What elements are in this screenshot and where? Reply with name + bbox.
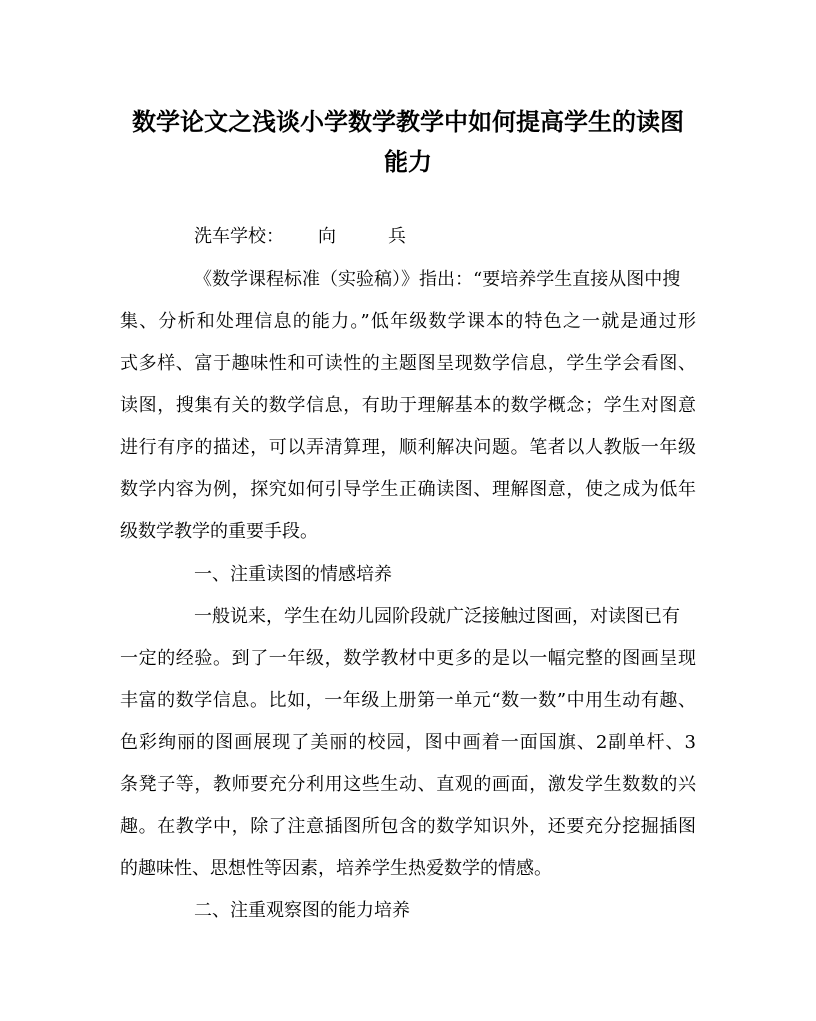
paragraph-1-line-5: 进行有序的描述，可以弄清算理，顺利解决问题。笔者以人教版一年级: [120, 437, 696, 458]
paragraph-2-line-2: 一定的经验。到了一年级，数学教材中更多的是以一幅完整的图画呈现: [120, 648, 696, 669]
paragraph-1-line-4: 读图，搜集有关的数学信息，有助于理解基本的数学概念；学生对图意: [120, 395, 696, 416]
paragraph-2-line-1: 一般说来，学生在幼儿园阶段就广泛接触过图画，对读图已有: [194, 606, 680, 627]
paragraph-1-line-3: 式多样、富于趣味性和可读性的主题图呈现数学信息，学生学会看图、: [120, 353, 696, 374]
paragraph-1-line-1: 《数学课程标准（实验稿）》指出：“要培养学生直接从图中搜: [194, 269, 681, 290]
paragraph-2-line-5: 条凳子等，教师要充分利用这些生动、直观的画面，激发学生数数的兴: [120, 774, 696, 795]
author-name-given-2: 兵: [388, 226, 406, 247]
author-school: 洗车学校：: [194, 226, 284, 247]
document-title-line-1: 数学论文之浅谈小学数学教学中如何提高学生的读图: [132, 107, 684, 136]
author-line: [194, 225, 770, 249]
paragraph-1-line-6: 数学内容为例，探究如何引导学生正确读图、理解图意，使之成为低年: [120, 479, 696, 500]
author-name-given-1: 向: [318, 226, 336, 247]
document-title-line-2: 能力: [384, 147, 432, 176]
paragraph-1-line-2: 集、分析和处理信息的能力。”低年级数学课本的特色之一就是通过形: [120, 311, 696, 332]
section-2-heading: 二、注重观察图的能力培养: [194, 900, 410, 921]
paragraph-1-line-7: 级数学教学的重要手段。: [120, 521, 318, 542]
paragraph-2-line-7: 的趣味性、思想性等因素，培养学生热爱数学的情感。: [120, 858, 552, 879]
paragraph-2-line-3: 丰富的数学信息。比如，一年级上册第一单元“数一数”中用生动有趣、: [120, 690, 696, 711]
paragraph-2-line-6: 趣。在教学中，除了注意插图所包含的数学知识外，还要充分挖掘插图: [120, 816, 696, 837]
paragraph-2-line-4: 色彩绚丽的图画展现了美丽的校园，图中画着一面国旗、2副单杆、3: [120, 732, 696, 753]
section-1-heading: 一、注重读图的情感培养: [194, 564, 392, 585]
